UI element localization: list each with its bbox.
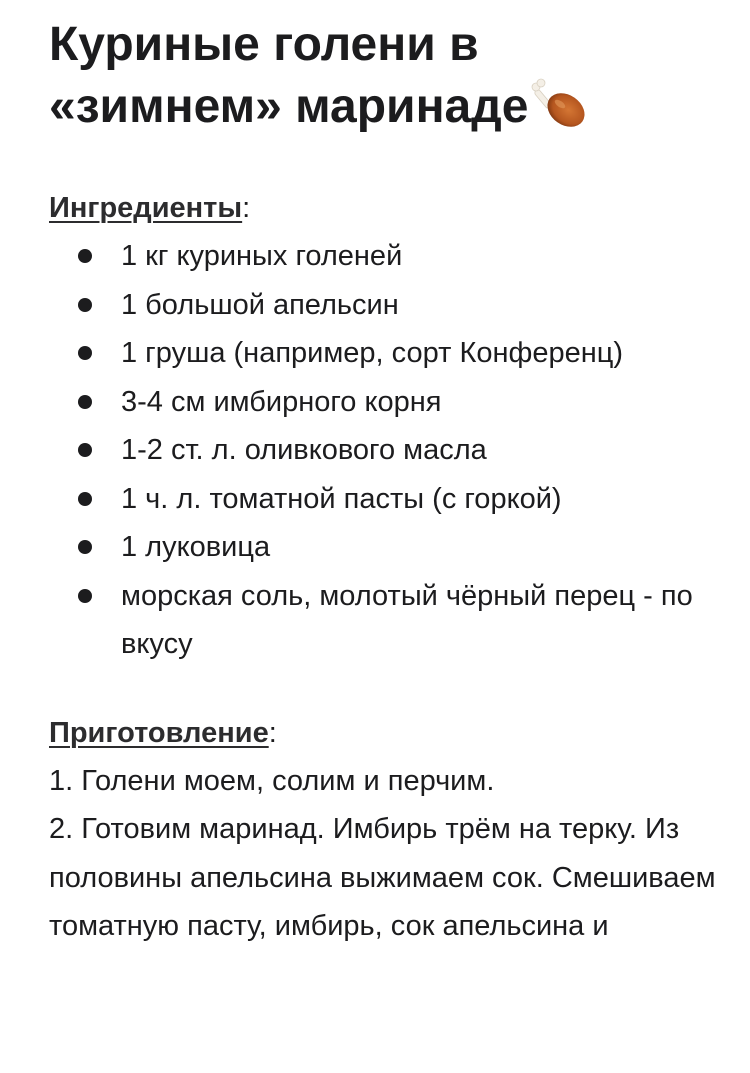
ingredients-heading-text: Ингредиенты [49, 192, 243, 224]
bullet-icon [78, 249, 92, 263]
ingredient-item [49, 475, 729, 524]
poultry-leg-icon [530, 78, 588, 144]
ingredient-text: 1 кг куриных голеней [121, 240, 403, 272]
title-line-2 [49, 76, 729, 144]
ingredient-item [49, 572, 729, 669]
bullet-icon [78, 346, 92, 360]
title-line-2-text: «зимнем» маринаде [49, 80, 529, 133]
recipe-page [49, 14, 729, 951]
preparation-heading-text: Приготовление [49, 716, 269, 749]
ingredients-list [49, 232, 729, 669]
ingredient-item [49, 281, 729, 330]
bullet-icon [78, 540, 92, 554]
bullet-icon [78, 443, 92, 457]
ingredient-item [49, 378, 729, 427]
ingredient-text: 3-4 см имбирного корня [121, 385, 442, 418]
bullet-icon [78, 298, 92, 312]
ingredient-item [49, 523, 729, 572]
bullet-icon [78, 492, 92, 506]
preparation-heading [49, 713, 729, 757]
ingredient-text: морская соль, молотый чёрный перец - по вкусу [121, 579, 693, 660]
ingredient-item [49, 426, 729, 475]
preparation-steps [49, 757, 729, 951]
ingredients-heading-colon: : [242, 192, 251, 224]
ingredient-text: 1 луковица [121, 531, 271, 563]
recipe-title [49, 14, 729, 144]
step-item: 1. Голени моем, солим и перчим. [49, 764, 495, 797]
ingredients-heading [49, 188, 729, 232]
step-item: 2. Готовим маринад. Имбирь трём на терку. Из половины апельсина выжимаем сок. Смешиваем томатную пасту, имбирь, сок апельсина и [49, 813, 716, 942]
ingredient-text: 1 ч. л. томатной пасты (с горкой) [121, 482, 562, 515]
ingredient-item [49, 232, 729, 281]
ingredient-text: 1-2 ст. л. оливкового масла [121, 434, 487, 466]
bullet-icon [78, 589, 92, 603]
bullet-icon [78, 395, 92, 409]
ingredient-item [49, 329, 729, 378]
ingredient-text: 1 большой апельсин [121, 288, 399, 321]
title-line-1: Куриные голени в [49, 18, 479, 71]
ingredient-text: 1 груша (например, сорт Конференц) [121, 337, 624, 369]
preparation-heading-colon: : [268, 716, 277, 749]
